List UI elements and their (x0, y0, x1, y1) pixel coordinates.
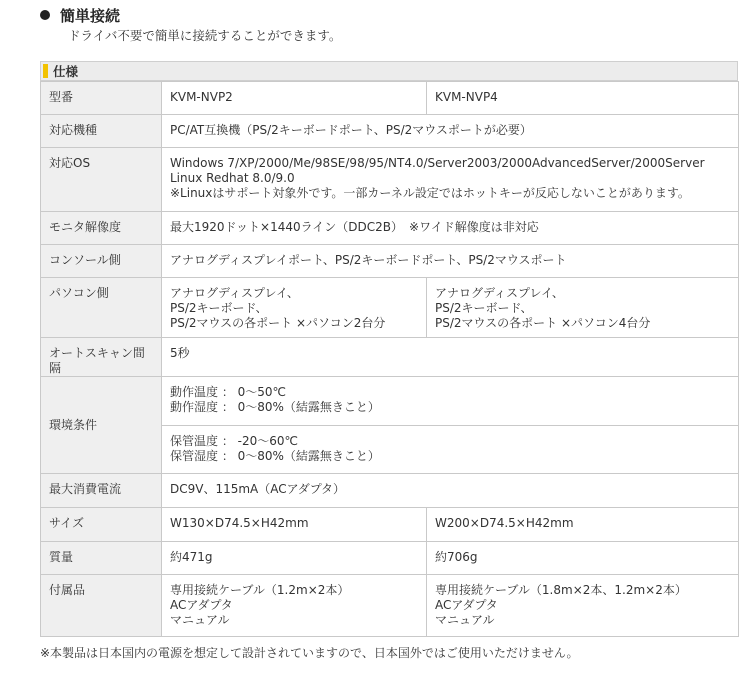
os-line-2: Linux Redhat 8.0/9.0 (170, 171, 295, 185)
row-label: 付属品 (41, 575, 162, 637)
table-row (41, 338, 739, 377)
table-row (41, 542, 739, 575)
env-op-temp: 動作温度 ： 0～50℃ (170, 385, 287, 399)
table-row (41, 148, 739, 212)
bullet-icon (40, 10, 50, 20)
feature-heading (40, 6, 341, 24)
acc-a-line-2: ACアダプタ (170, 598, 233, 612)
spec-header-label: 仕様 (53, 64, 79, 79)
row-label: 質量 (41, 542, 162, 575)
header-accent-bar (43, 64, 48, 78)
row-label: 対応機種 (41, 115, 162, 148)
acc-b-line-3: マニュアル (435, 613, 495, 627)
env-st-temp: 保管温度 ： -20～60℃ (170, 434, 298, 448)
pc-b-line-2: PS/2キーボード、 (435, 301, 533, 315)
table-row (41, 508, 739, 542)
pc-a-line-2: PS/2キーボード、 (170, 301, 268, 315)
cell-value: PC/AT互換機（PS/2キーボードポート、PS/2マウスポートが必要） (162, 115, 739, 148)
spec-table (40, 81, 739, 637)
row-label: オートスキャン間隔 (41, 338, 162, 377)
table-row (41, 115, 739, 148)
env-st-humidity: 保管湿度 ： 0～80%（結露無きこと） (170, 449, 380, 463)
cell-value: アナログディスプレイポート、PS/2キーボードポート、PS/2マウスポート (162, 245, 739, 278)
cell-value (162, 377, 739, 426)
cell-value (162, 148, 739, 212)
cell-value: DC9V、115mA（ACアダプタ） (162, 474, 739, 508)
table-row (41, 82, 739, 115)
cell-value: W130×D74.5×H42mm (162, 508, 427, 542)
pc-b-line-3: PS/2マウスの各ポート ×パソコン4台分 (435, 316, 651, 330)
table-row (41, 474, 739, 508)
row-label: 型番 (41, 82, 162, 115)
table-row (41, 377, 739, 426)
cell-value: 5秒 (162, 338, 739, 377)
pc-a-line-1: アナログディスプレイ、 (170, 286, 299, 300)
table-row (41, 212, 739, 245)
footnote: ※本製品は日本国内の電源を想定して設計されていますので、日本国外ではご使用いただけません。 (40, 646, 579, 660)
row-label: 最大消費電流 (41, 474, 162, 508)
pc-a-line-3: PS/2マウスの各ポート ×パソコン2台分 (170, 316, 386, 330)
table-row (41, 278, 739, 338)
row-label: コンソール側 (41, 245, 162, 278)
row-label: サイズ (41, 508, 162, 542)
cell-value: 約706g (427, 542, 739, 575)
env-op-humidity: 動作湿度 ： 0～80%（結露無きこと） (170, 400, 380, 414)
acc-b-line-1: 専用接続ケーブル（1.8m×2本、1.2m×2本） (435, 583, 687, 597)
pc-b-line-1: アナログディスプレイ、 (435, 286, 564, 300)
row-label: 環境条件 (41, 377, 162, 474)
row-label: パソコン側 (41, 278, 162, 338)
feature-title: 簡単接続 (60, 6, 121, 25)
cell-value: W200×D74.5×H42mm (427, 508, 739, 542)
cell-value (427, 278, 739, 338)
acc-a-line-3: マニュアル (170, 613, 230, 627)
cell-value: KVM-NVP4 (427, 82, 739, 115)
cell-value: 最大1920ドット×1440ライン（DDC2B） ※ワイド解像度は非対応 (162, 212, 739, 245)
feature-section (40, 6, 341, 44)
table-row (41, 245, 739, 278)
acc-a-line-1: 専用接続ケーブル（1.2m×2本） (170, 583, 350, 597)
acc-b-line-2: ACアダプタ (435, 598, 498, 612)
cell-value (162, 575, 427, 637)
cell-value (162, 426, 739, 474)
cell-value (427, 575, 739, 637)
row-label: モニタ解像度 (41, 212, 162, 245)
cell-value (162, 278, 427, 338)
cell-value: 約471g (162, 542, 427, 575)
os-line-3: ※Linuxはサポート対象外です。一部カーネル設定ではホットキーが反応しないことがあります。 (170, 186, 690, 200)
table-row (41, 575, 739, 637)
cell-value: KVM-NVP2 (162, 82, 427, 115)
feature-description: ドライバ不要で簡単に接続することができます。 (68, 28, 342, 43)
row-label: 対応OS (41, 148, 162, 212)
spec-header (40, 61, 738, 81)
os-line-1: Windows 7/XP/2000/Me/98SE/98/95/NT4.0/Server2003/2000AdvancedServer/2000Server (170, 156, 705, 170)
